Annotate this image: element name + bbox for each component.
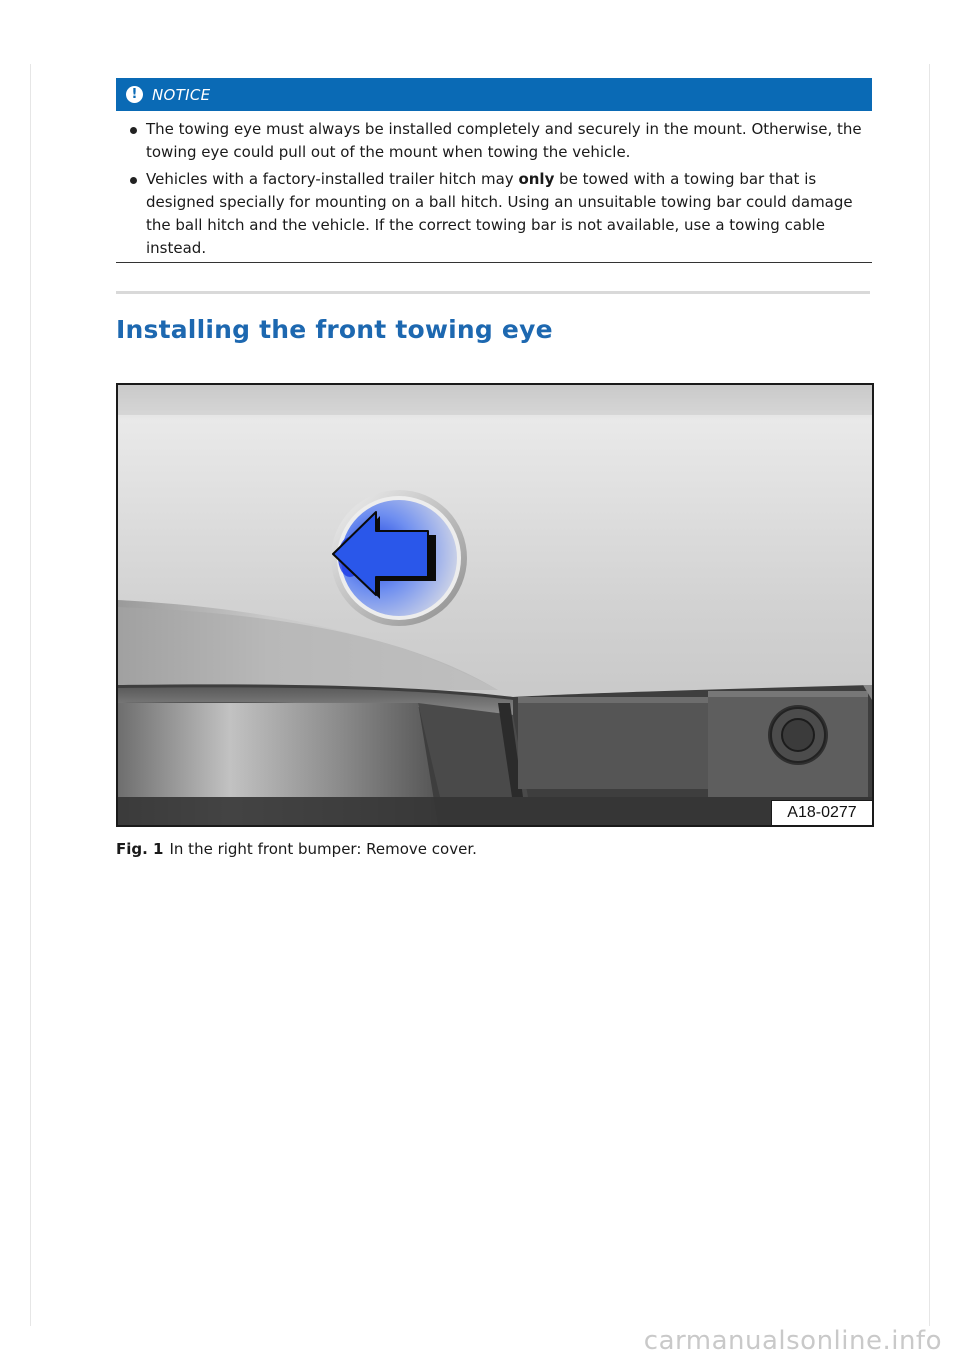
exclamation-icon: ! (126, 86, 143, 103)
notice-bullet-2-pre: Vehicles with a factory-installed trailer hitch may (146, 170, 519, 188)
figure-code: A18-0277 (771, 800, 872, 825)
page-margin-left (30, 64, 31, 1326)
watermark: carmanualsonline.info (643, 1326, 942, 1356)
notice-bullet-2-emphasis: only (518, 170, 555, 188)
section-title: Installing the front towing eye (116, 315, 553, 344)
notice-bullet-2-post: be towed with a towing bar that is designed specially for mounting on a ball hitch. Using an unsuitable towing bar could damage the ball hitch and the vehicle. If the correct towing bar is not available, use a towing cable instead. (146, 170, 853, 257)
figure-bumper-illustration (116, 383, 874, 827)
notice-banner (116, 78, 872, 111)
figure-caption (116, 840, 477, 858)
list-item (116, 168, 872, 260)
figure-caption-text: In the right front bumper: Remove cover. (169, 840, 477, 858)
notice-list (116, 118, 872, 264)
notice-label: NOTICE (152, 85, 211, 104)
notice-bullet-1-text: The towing eye must always be installed completely and securely in the mount. Otherwise, the towing eye could pull out of the mount when towing the vehicle. (146, 120, 862, 161)
figure-number: Fig. 1 (116, 840, 164, 858)
bullet-icon (130, 177, 137, 184)
page-margin-right (929, 64, 930, 1326)
bumper-illustration (118, 385, 872, 825)
notice-end-rule (116, 262, 872, 263)
bullet-icon (130, 127, 137, 134)
section-divider (116, 291, 870, 294)
list-item (116, 118, 872, 164)
